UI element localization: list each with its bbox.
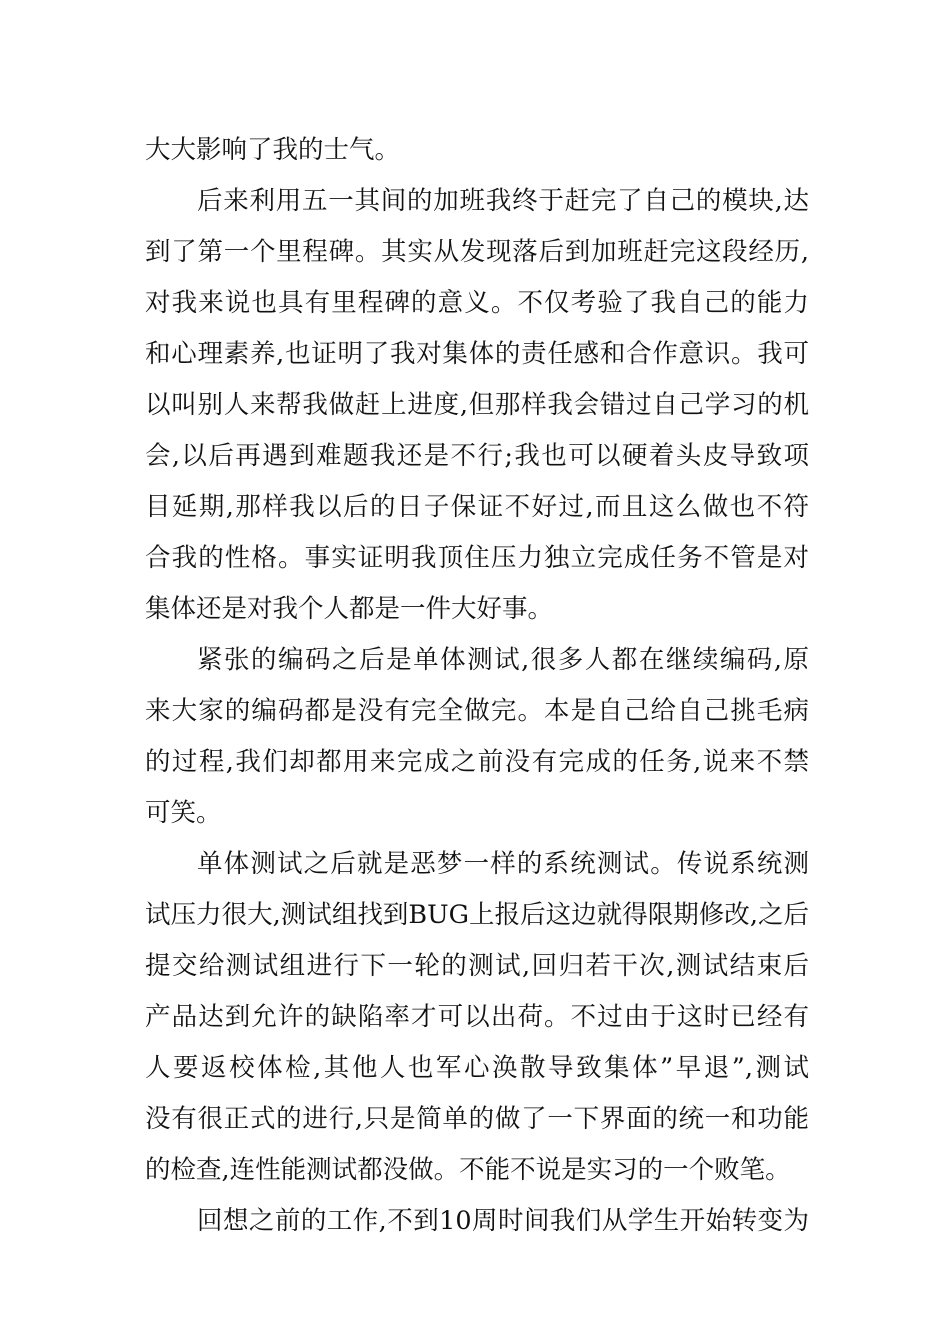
text-line: 人要返校体检,其他人也军心涣散导致集体”早退”,测试 <box>145 1053 809 1083</box>
text-line: 的检查,连性能测试都没做。不能不说是实习的一个败笔。 <box>145 1155 791 1185</box>
text-line: 目延期,那样我以后的日子保证不好过,而且这么做也不符 <box>145 492 809 522</box>
text-line: 单体测试之后就是恶梦一样的系统测试。传说系统测 <box>197 849 809 879</box>
text-line: 到了第一个里程碑。其实从发现落后到加班赶完这段经历, <box>145 237 809 267</box>
text-line: 合我的性格。事实证明我顶住压力独立完成任务不管是对 <box>145 543 809 573</box>
text-line: 没有很正式的进行,只是简单的做了一下界面的统一和功能 <box>145 1104 809 1134</box>
text-line: 会,以后再遇到难题我还是不行;我也可以硬着头皮导致项 <box>145 441 809 471</box>
text-line: 集体还是对我个人都是一件大好事。 <box>145 594 554 624</box>
text-line: 回想之前的工作,不到10周时间我们从学生开始转变为 <box>197 1206 809 1236</box>
text-line: 后来利用五一其间的加班我终于赶完了自己的模块,达 <box>197 186 809 216</box>
text-line: 的过程,我们却都用来完成之前没有完成的任务,说来不禁 <box>145 747 809 777</box>
text-line: 试压力很大,测试组找到BUG上报后这边就得限期修改,之后 <box>145 900 809 930</box>
text-line: 来大家的编码都是没有完全做完。本是自己给自己挑毛病 <box>145 696 809 726</box>
text-line: 产品达到允许的缺陷率才可以出荷。不过由于这时已经有 <box>145 1002 809 1032</box>
text-line: 以叫别人来帮我做赶上进度,但那样我会错过自己学习的机 <box>145 390 809 420</box>
text-line: 紧张的编码之后是单体测试,很多人都在继续编码,原 <box>197 645 809 675</box>
text-line: 可笑。 <box>145 798 222 828</box>
text-line: 大大影响了我的士气。 <box>145 135 401 165</box>
text-line: 提交给测试组进行下一轮的测试,回归若干次,测试结束后 <box>145 951 809 981</box>
text-line: 和心理素养,也证明了我对集体的责任感和合作意识。我可 <box>145 339 809 369</box>
text-line: 对我来说也具有里程碑的意义。不仅考验了我自己的能力 <box>145 288 809 318</box>
